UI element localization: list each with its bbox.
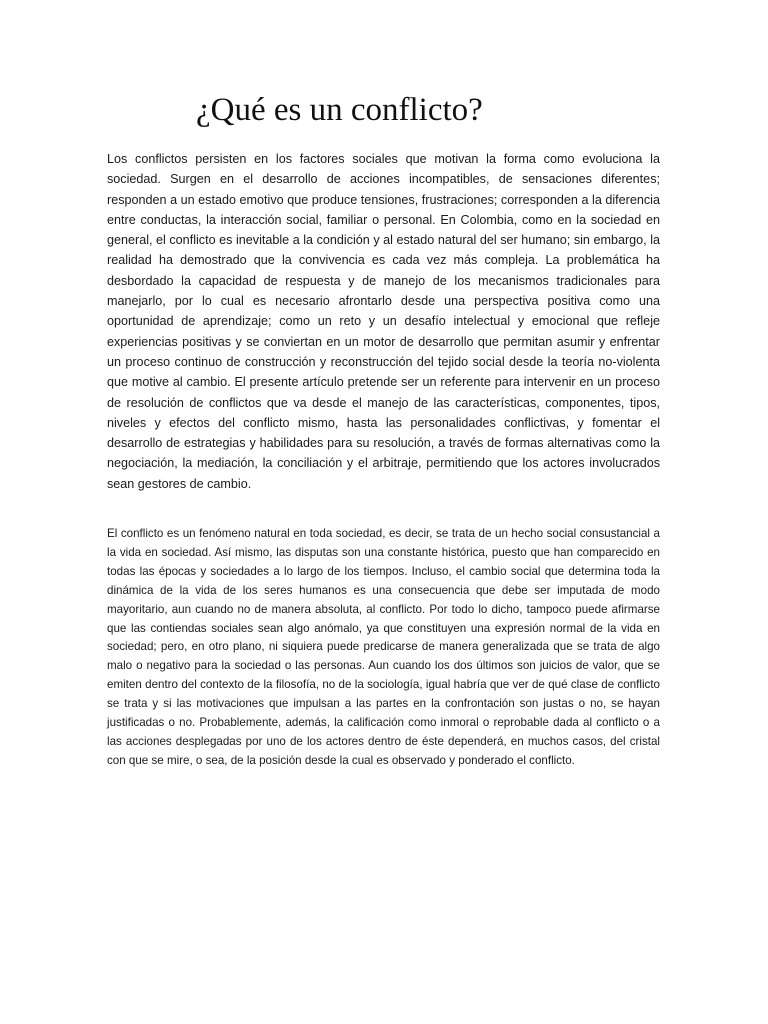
paragraph-1: Los conflictos persisten en los factores sociales que motivan la forma como evoluciona la sociedad. Surgen en el desarrollo de acciones incompatibles, de sensaciones diferentes; responden a un estado emotivo que produce tensiones, frustraciones; corresponden a la diferencia entre conductas, la interacción social, familiar o personal. En Colombia, como en la sociedad en general, el conflicto es inevitable a la condición y al estado natural del ser humano; sin embargo, la realidad ha demostrado que la convivencia es cada vez más compleja. La problemática ha desbordado la capacidad de respuesta y de manejo de los mecanismos tradicionales para manejarlo, por lo cual es necesario afrontarlo desde una perspectiva positiva como una oportunidad de aprendizaje; como un reto y un desafío intelectual y emocional que refleje experiencias positivas y se conviertan en un motor de desarrollo que permitan asumir y enfrentar un proceso continuo de construcción y reconstrucción del tejido social desde la teoría no-violenta que motive al cambio. El presente artículo pretende ser un referente para intervenir en un proceso de resolución de conflictos que va desde el manejo de las características, componentes, tipos, niveles y efectos del conflicto mismo, hasta las personalidades conflictivas, y fomentar el desarrollo de estrategias y habilidades para su resolución, a través de formas alternativas como la negociación, la mediación, la conciliación y el arbitraje, permitiendo que los actores involucrados sean gestores de cambio. — [107, 152, 660, 491]
paragraph-2: El conflicto es un fenómeno natural en toda sociedad, es decir, se trata de un hecho social consustancial a la vida en sociedad. Así mismo, las disputas son una constante histórica, puesto que han comparecido en todas las épocas y sociedades a lo largo de los tiempos. Incluso, el cambio social que determina toda la dinámica de la vida de los seres humanos es una consecuencia que debe ser imputada de modo mayoritario, aun cuando no de manera absoluta, al conflicto. Por todo lo dicho, tampoco puede afirmarse que las contiendas sociales sean algo anómalo, ya que constituyen una expresión normal de la vida en sociedad; pero, en otro plano, ni siquiera puede predicarse de manera generalizada que se trata de algo malo o negativo para la sociedad o las personas. Aun cuando los dos últimos son juicios de valor, que se emiten dentro del contexto de la filosofía, no de la sociología, igual habría que ver de qué clase de conflicto se trata y si las motivaciones que impulsan a las partes en la confrontación son justas o no, se hayan justificadas o no. Probablemente, además, la calificación como inmoral o reprobable dada al conflicto o a las acciones desplegadas por uno de los actores dentro de éste dependerá, en muchos casos, del cristal con que se mire, o sea, de la posición desde la cual es observado y ponderado el conflicto. — [107, 527, 660, 767]
page-title: ¿Qué es un conflicto? — [196, 92, 483, 128]
